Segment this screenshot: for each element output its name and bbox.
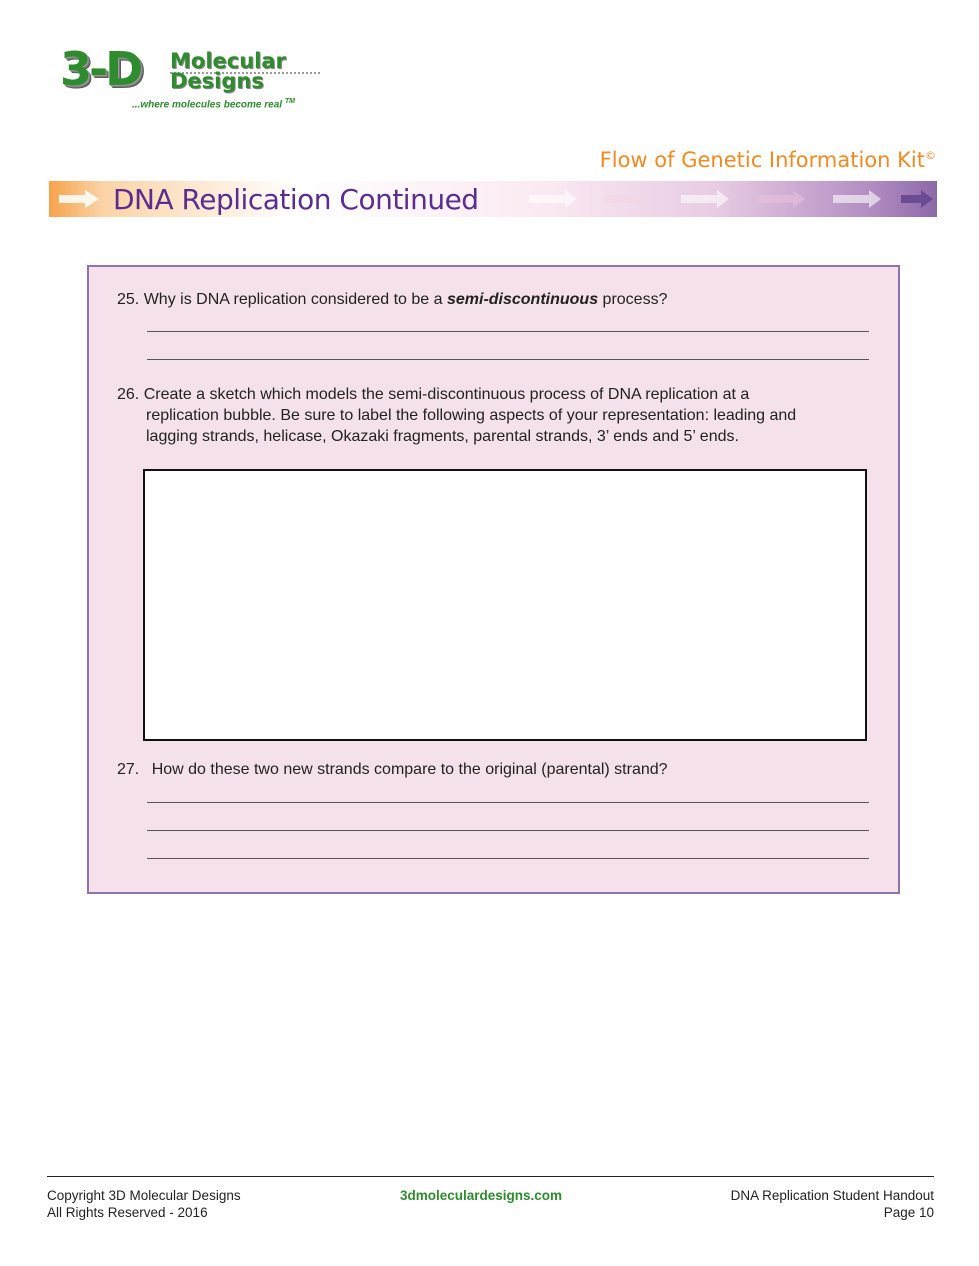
logo-tagline: [132, 98, 295, 110]
footer-website[interactable]: 3dmoleculardesigns.com: [400, 1188, 563, 1203]
question-panel: [87, 265, 900, 894]
company-logo: [60, 44, 330, 116]
kit-title: [600, 148, 936, 172]
sketch-area[interactable]: [143, 469, 867, 741]
question-text-line1: Create a sketch which models the semi-discontinuous process of DNA replication at a: [143, 386, 750, 403]
question-number: 26.: [117, 386, 140, 403]
answer-line[interactable]: [147, 858, 869, 859]
page-number: Page 10: [883, 1205, 934, 1220]
footer-copyright: [47, 1187, 241, 1221]
question-text: Why is DNA replication considered to be a: [143, 291, 447, 308]
question-27: [117, 759, 668, 780]
answer-line[interactable]: [147, 830, 869, 831]
section-banner: [49, 181, 937, 217]
banner-arrows-decoration-icon: [519, 187, 937, 211]
answer-line[interactable]: [147, 331, 869, 332]
copyright-text: Copyright 3D Molecular Designs: [47, 1188, 241, 1203]
question-emphasis: semi-discontinuous: [446, 291, 599, 308]
footer-document-info: [731, 1187, 934, 1221]
question-text-line2: replication bubble. Be sure to label the following aspects of your representation: leading and: [146, 407, 797, 424]
logo-tagline-text: ...where molecules become real: [132, 99, 283, 111]
question-number: 27.: [117, 761, 140, 778]
question-text-end: process?: [598, 291, 668, 308]
footer-divider: [47, 1176, 934, 1177]
logo-name-line1: Molecular: [170, 49, 286, 73]
answer-line[interactable]: [147, 359, 869, 360]
copyright-symbol: ©: [925, 149, 936, 162]
question-26: [117, 384, 877, 447]
logo-name-line2: Designs: [170, 69, 264, 93]
page-title: DNA Replication Continued: [113, 183, 479, 216]
logo-mark: 3-D: [60, 42, 141, 96]
trademark-mark: TM: [284, 98, 295, 105]
document-title: DNA Replication Student Handout: [730, 1188, 934, 1203]
kit-title-text: Flow of Genetic Information Kit: [599, 148, 925, 172]
rights-text: All Rights Reserved - 2016: [47, 1205, 208, 1220]
answer-line[interactable]: [147, 802, 869, 803]
question-number: 25.: [117, 291, 140, 308]
question-text-line3: lagging strands, helicase, Okazaki fragments, parental strands, 3’ ends and 5’ ends.: [146, 428, 739, 445]
question-25: [117, 289, 667, 310]
question-text: How do these two new strands compare to the original (parental) strand?: [151, 761, 668, 778]
banner-arrow-left-icon: [59, 190, 99, 208]
